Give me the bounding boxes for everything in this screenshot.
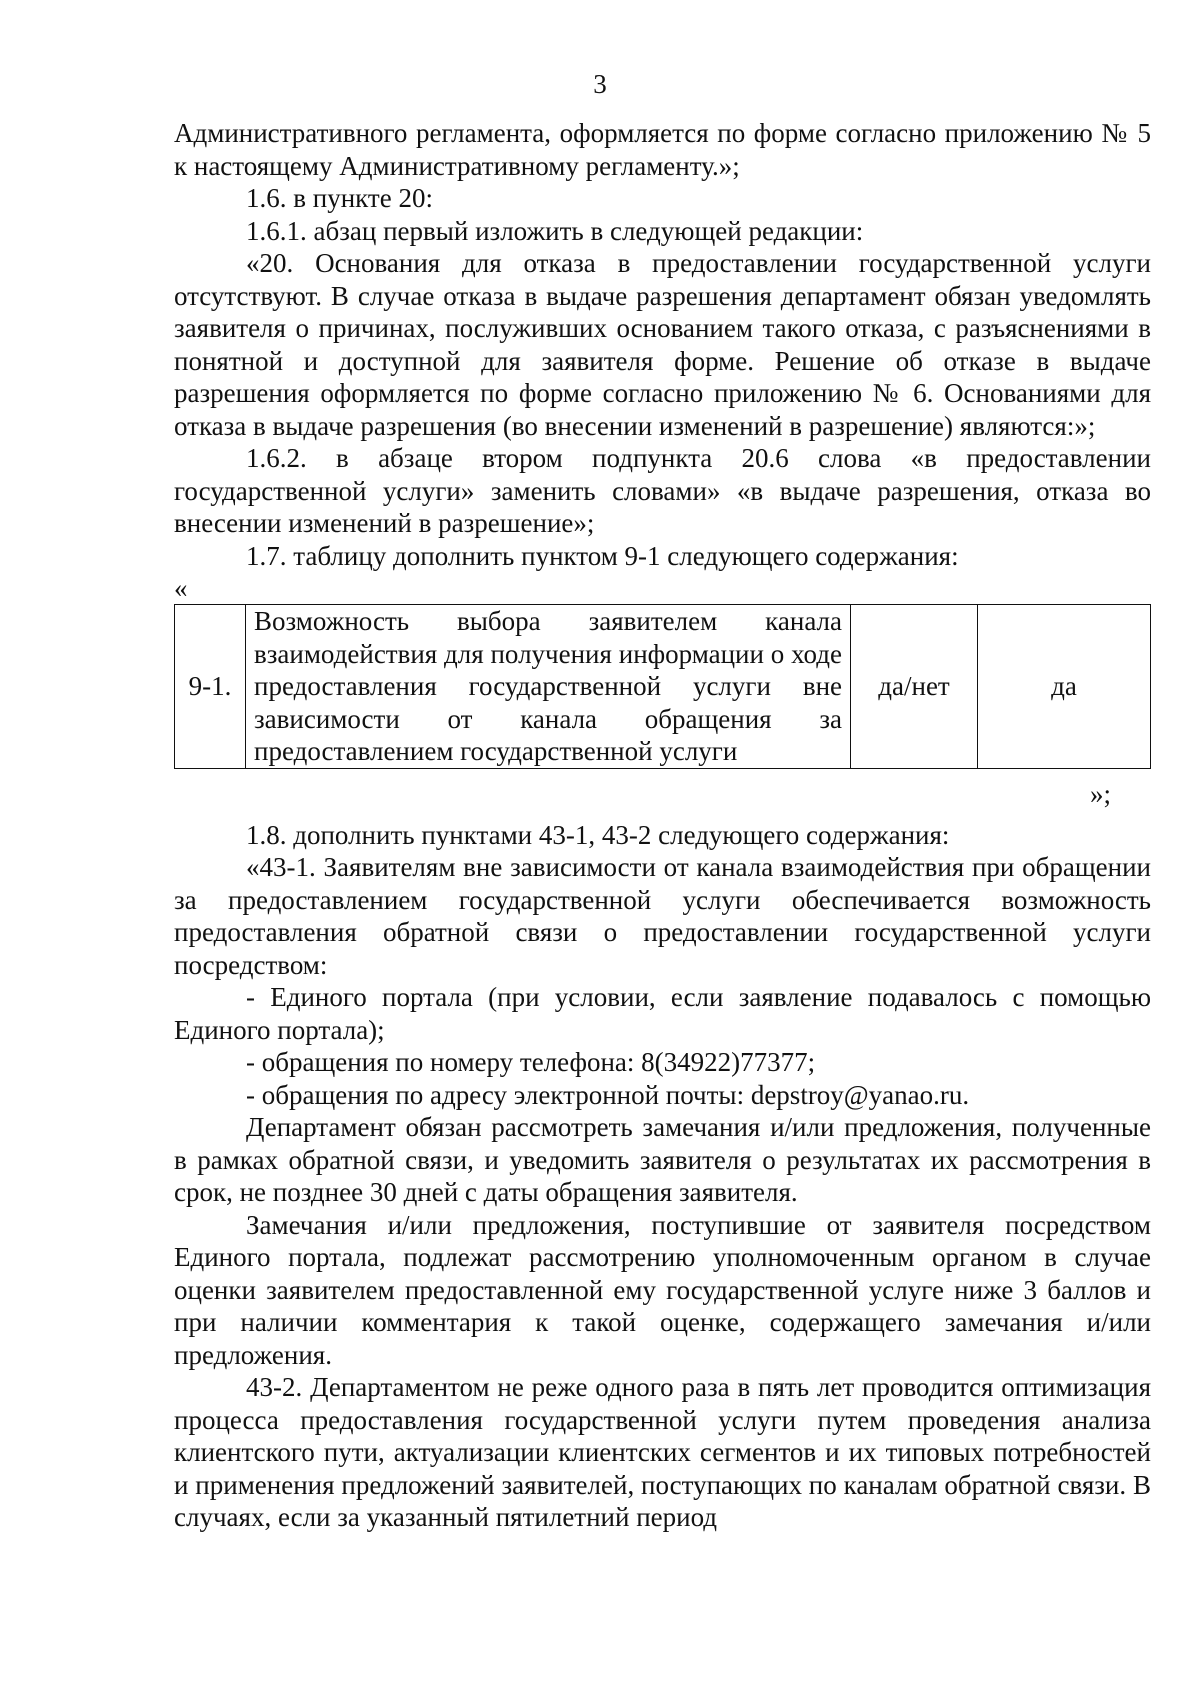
indicator-table (174, 604, 1151, 769)
paragraph-item-1-8: 1.8. дополнить пунктами 43-1, 43-2 следующего содержания: (246, 819, 950, 850)
paragraph-continuation: Административного регламента, оформляется по форме согласно приложению № 5 к настоящему Административному регламенту.»; (174, 118, 1151, 181)
list-item-portal: - Единого портала (при условии, если заявление подавалось с помощью Единого портала); (174, 982, 1151, 1045)
table-cell-description: Возможность выбора заявителем канала взаимодействия для получения информации о ходе предоставления государственной услуги вне зависимости от канала обращения за предоставлением государственной услуги (246, 605, 851, 769)
table-cell-unit: да/нет (851, 605, 978, 769)
paragraph-item-1-6-1: 1.6.1. абзац первый изложить в следующей редакции: (246, 215, 864, 246)
table-row (175, 605, 1151, 769)
paragraph-item-43-2: 43-2. Департаментом не реже одного раза в пять лет проводится оптимизация процесса предоставления государственной услуги путем проведения анализа клиентского пути, актуализации клиентских сегментов и их типовых потребностей и применения предложений заявителей, поступающих по каналам обратной связи. В случаях, если за указанный пятилетний период (174, 1372, 1151, 1532)
paragraph-item-1-7: 1.7. таблицу дополнить пунктом 9-1 следующего содержания: (246, 540, 959, 571)
table-open-quote: « (174, 573, 188, 603)
paragraph-item-43-1: «43-1. Заявителям вне зависимости от канала взаимодействия при обращении за предоставлением государственной услуги обеспечивается возможность предоставления обратной связи о предоставлении государственной услуги посредством: (174, 852, 1151, 980)
list-item-phone: - обращения по номеру телефона: 8(34922)77377; (246, 1047, 816, 1077)
document-body (174, 117, 1151, 1534)
list-item-email: - обращения по адресу электронной почты: depstroy@yanao.ru. (246, 1079, 970, 1110)
paragraph-item-20: «20. Основания для отказа в предоставлении государственной услуги отсутствуют. В случае отказа в выдаче разрешения департамент обязан уведомлять заявителя о причинах, послуживших основанием такого отказа, с разъяснениями в понятной и доступной для заявителя форме. Решение об отказе в выдаче разрешения оформляется по форме согласно приложению № 6. Основаниями для отказа в выдаче разрешения (во внесении изменений в разрешение) являются:»; (174, 248, 1151, 441)
paragraph-item-1-6-2: 1.6.2. в абзаце втором подпункта 20.6 слова «в предоставлении государственной услуги» заменить словами» «в выдаче разрешения, отказа во внесении изменений в разрешение»; (174, 443, 1151, 538)
paragraph-item-1-6: 1.6. в пункте 20: (246, 183, 433, 213)
paragraph-portal-remarks: Замечания и/или предложения, поступившие от заявителя посредством Единого портала, подлежат рассмотрению уполномоченным органом в случае оценки заявителем предоставленной ему государственной услуге ниже 3 баллов и при наличии комментария к такой оценке, содержащего замечания и/или предложения. (174, 1209, 1151, 1370)
paragraph-department-duty: Департамент обязан рассмотреть замечания и/или предложения, полученные в рамках обратной связи, и уведомить заявителя о результатах их рассмотрения в срок, не позднее 30 дней с даты обращения заявителя. (174, 1112, 1151, 1207)
table-cell-number: 9-1. (175, 605, 246, 769)
page-number: 3 (593, 69, 607, 99)
table-close-quote: »; (1089, 778, 1111, 809)
table-cell-value: да (978, 605, 1151, 769)
